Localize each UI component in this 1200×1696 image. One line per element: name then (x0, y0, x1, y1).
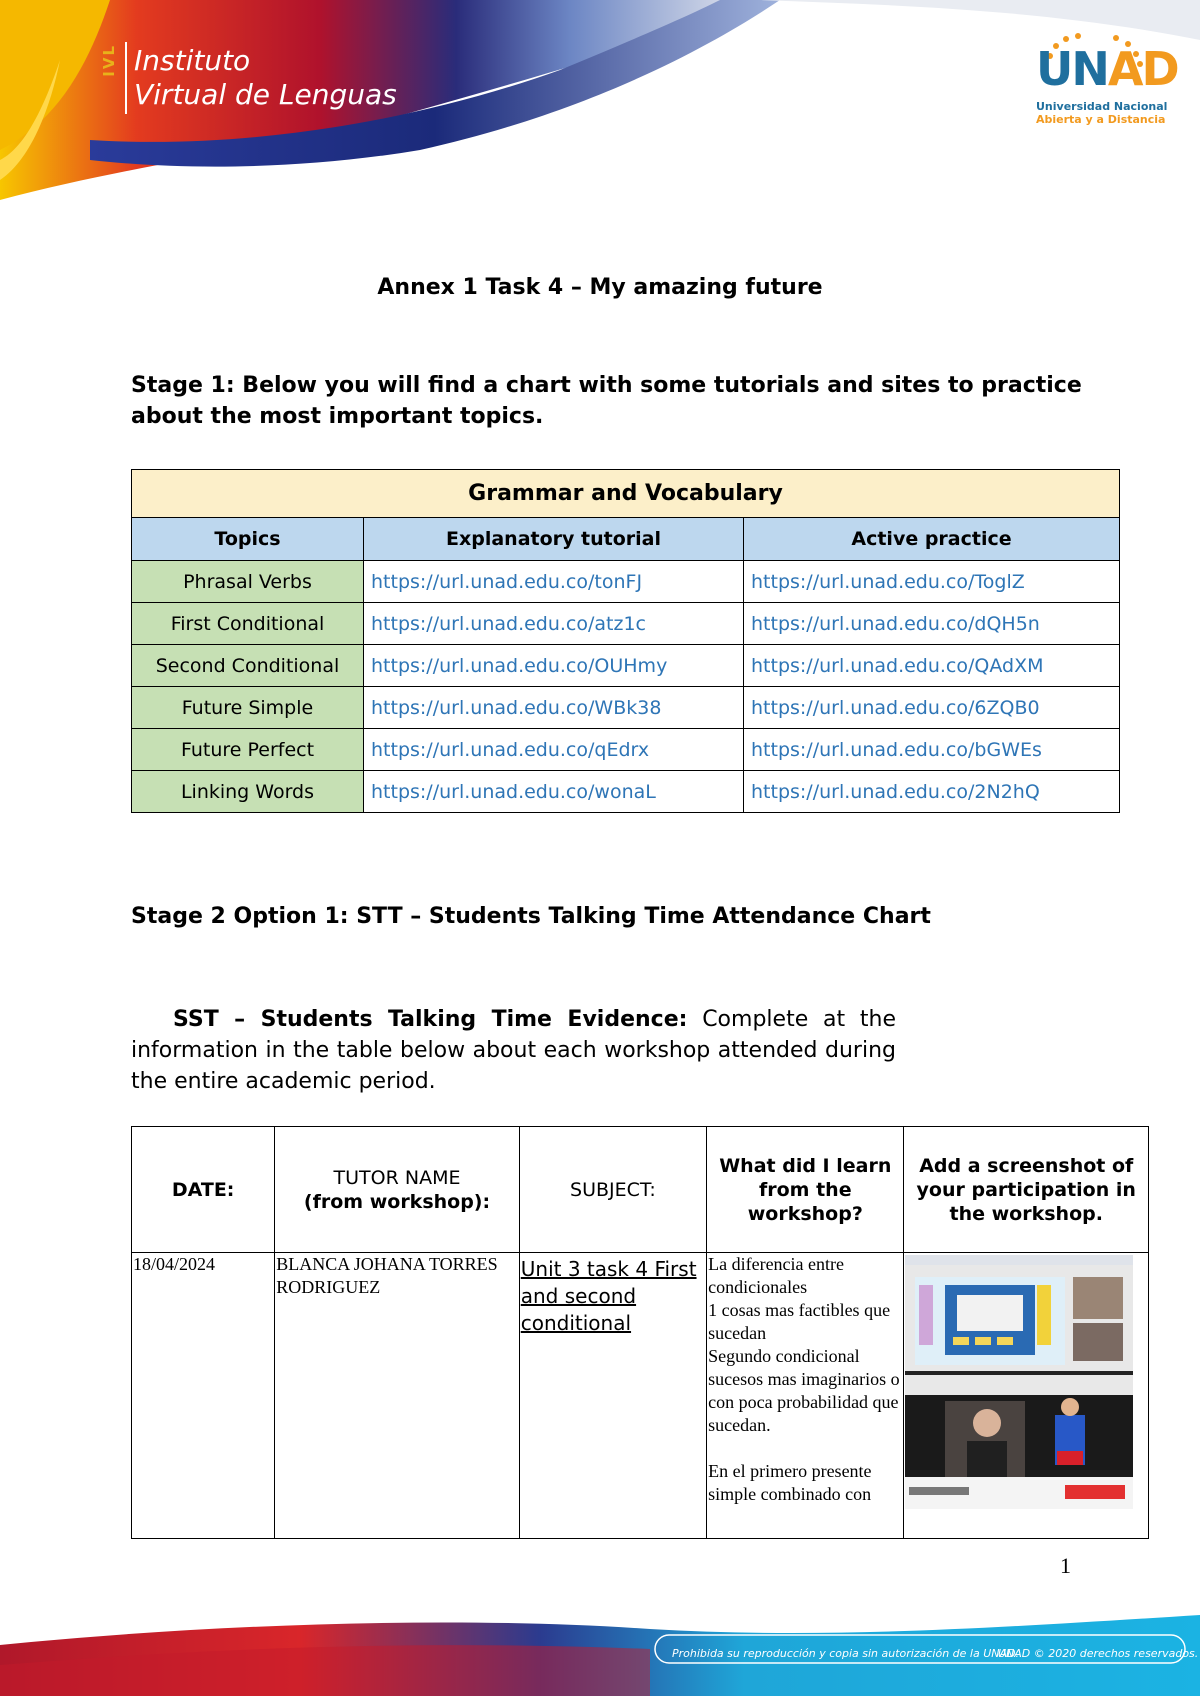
sst-body: Complete at the information in the table below about each workshop attended during the entire academic period. (131, 1007, 896, 1094)
screenshot-cell[interactable] (904, 1253, 1149, 1539)
unad-u: U (1036, 42, 1072, 96)
topic-cell: Second Conditional (132, 645, 364, 687)
learned-line: Segundo condicional sucesos mas imaginarios o con poca probabilidad que sucedan. (708, 1346, 900, 1435)
tutorial-link[interactable]: https://url.unad.edu.co/OUHmy (364, 645, 744, 687)
grammar-vocabulary-table (131, 469, 1120, 813)
unad-ad: AD (1107, 42, 1178, 96)
sst-lead: SST – Students Talking Time Evidence: (173, 1007, 688, 1032)
table-row (132, 1253, 1149, 1539)
unad-subtitle-2: Abierta y a Distancia (1036, 113, 1166, 126)
ivl-divider (125, 42, 127, 114)
tutor-header-line1: TUTOR NAME (333, 1166, 461, 1189)
unad-n: N (1071, 42, 1108, 96)
table-row (132, 603, 1120, 645)
tutorial-link[interactable]: https://url.unad.edu.co/qEdrx (364, 729, 744, 771)
column-header-tutor (275, 1127, 519, 1253)
unad-wordmark (1036, 42, 1178, 96)
grammar-table-heading: Grammar and Vocabulary (132, 470, 1120, 518)
practice-link[interactable]: https://url.unad.edu.co/2N2hQ (744, 771, 1120, 813)
table-heading-row (132, 470, 1120, 518)
ivl-title-line1: Instituto (134, 44, 251, 77)
tutorial-link[interactable]: https://url.unad.edu.co/wonaL (364, 771, 744, 813)
ivl-logo (100, 40, 420, 120)
unad-logo (1030, 28, 1178, 128)
learned-cell[interactable] (707, 1253, 904, 1539)
practice-link[interactable]: https://url.unad.edu.co/bGWEs (744, 729, 1120, 771)
footer-notice: Prohibida su reproducción y copia sin autorización de la UNAD. (672, 1647, 1019, 1660)
practice-link[interactable]: https://url.unad.edu.co/6ZQB0 (744, 687, 1120, 729)
table-row (132, 645, 1120, 687)
column-header-date: DATE: (132, 1127, 275, 1253)
stt-evidence-table (131, 1126, 1149, 1539)
learned-line (708, 1437, 902, 1460)
stage1-heading: Stage 1: Below you will find a chart with some tutorials and sites to practice about the most important topics. (131, 373, 1082, 429)
column-header-subject: SUBJECT: (519, 1127, 706, 1253)
stage2-heading: Stage 2 Option 1: STT – Students Talking Time Attendance Chart (131, 904, 931, 929)
column-header-learned: What did I learn from the workshop? (707, 1127, 904, 1253)
tutorial-link[interactable]: https://url.unad.edu.co/tonFJ (364, 561, 744, 603)
tutor-header-line2: (from workshop): (303, 1190, 491, 1213)
practice-link[interactable]: https://url.unad.edu.co/ToglZ (744, 561, 1120, 603)
participation-screenshot (905, 1255, 1133, 1509)
practice-link[interactable]: https://url.unad.edu.co/dQH5n (744, 603, 1120, 645)
date-cell[interactable]: 18/04/2024 (132, 1253, 275, 1539)
column-header-row (132, 1127, 1149, 1253)
column-header-tutorial: Explanatory tutorial (364, 518, 744, 561)
table-row (132, 771, 1120, 813)
topic-cell: Future Perfect (132, 729, 364, 771)
learned-line: La diferencia entre condicionales (708, 1254, 845, 1297)
learned-line: En el primero presente simple combinado con (708, 1461, 872, 1504)
column-header-screenshot: Add a screenshot of your participation in the workshop. (904, 1127, 1149, 1253)
topic-cell: First Conditional (132, 603, 364, 645)
topic-cell: Linking Words (132, 771, 364, 813)
topic-cell: Future Simple (132, 687, 364, 729)
topic-cell: Phrasal Verbs (132, 561, 364, 603)
tutorial-link[interactable]: https://url.unad.edu.co/WBk38 (364, 687, 744, 729)
ivl-title-line2: Virtual de Lenguas (134, 78, 397, 111)
page-number: 1 (1060, 1553, 1071, 1578)
learned-text (708, 1253, 902, 1535)
table-row (132, 687, 1120, 729)
column-header-topics: Topics (132, 518, 364, 561)
table-row (132, 729, 1120, 771)
subject-link[interactable]: Unit 3 task 4 First and second conditional (519, 1253, 706, 1539)
column-header-practice: Active practice (744, 518, 1120, 561)
sst-instructions (131, 1004, 896, 1097)
column-header-row (132, 518, 1120, 561)
footer-rights: UNAD © 2020 derechos reservados. (998, 1647, 1199, 1660)
tutor-cell[interactable]: BLANCA JOHANA TORRES RODRIGUEZ (275, 1253, 519, 1539)
document-title: Annex 1 Task 4 – My amazing future (377, 275, 823, 300)
unad-subtitle-1: Universidad Nacional (1036, 100, 1168, 113)
learned-line: 1 cosas mas factibles que sucedan (708, 1300, 891, 1343)
practice-link[interactable]: https://url.unad.edu.co/QAdXM (744, 645, 1120, 687)
tutorial-link[interactable]: https://url.unad.edu.co/atz1c (364, 603, 744, 645)
ivl-vertical-text: IVL (100, 44, 118, 77)
table-row (132, 561, 1120, 603)
